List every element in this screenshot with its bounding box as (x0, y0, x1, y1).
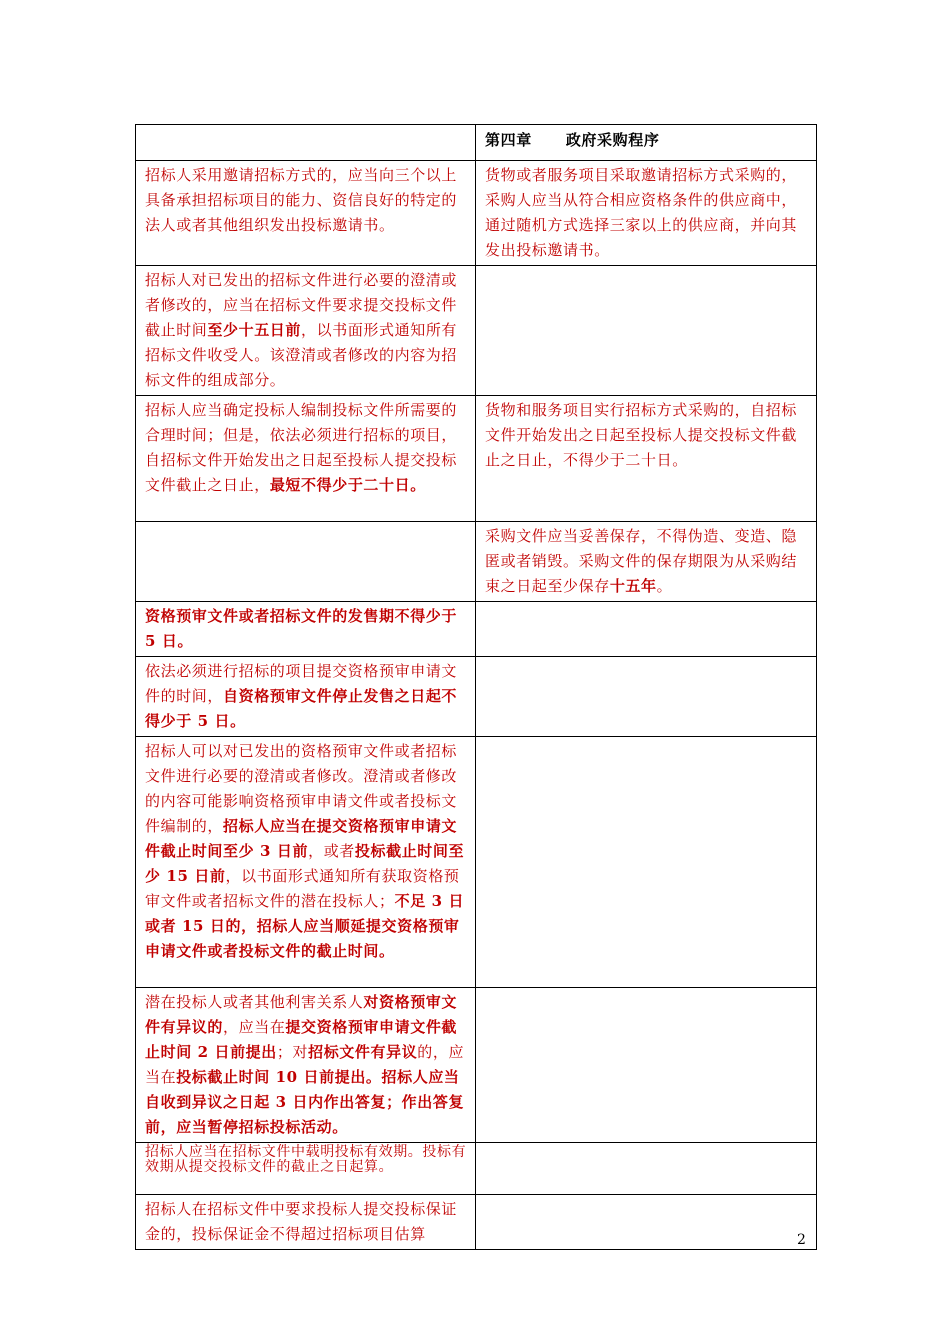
cell-text: 招标人应当在招标文件中载明投标有效期。投标有效期从提交投标文件的截止之日起算。 (145, 1144, 467, 1175)
table-row (136, 988, 817, 1143)
cell-text: ；对 (276, 1043, 309, 1061)
emphasis-text: 十五年 (609, 577, 657, 595)
cell-text: 招标人对已发出的招标文件进行必要的澄清或者修改的，应当在招标文件要求提交投标文件截止时间 (145, 271, 458, 339)
cell-text: 招标人可以对已发出的资格预审文件或者招标文件进行必要的澄清或者修改。澄清或者修改的内容可能影响资格预审申请文件或者投标文件编制的， (145, 742, 458, 835)
cell-text: 的，应当在 (145, 1043, 465, 1086)
left-cell (136, 266, 476, 396)
cell-text: 依法必须进行招标的项目提交资格预审申请文件的时间， (145, 662, 458, 705)
left-cell (136, 161, 476, 266)
table-row (136, 1143, 817, 1195)
table-row (136, 522, 817, 602)
cell-text: 潜在投标人或者其他利害关系人 (145, 993, 364, 1011)
header-left-cell (136, 125, 476, 161)
comparison-table (135, 124, 817, 1250)
emphasis-text: 自资格预审文件停止发售之日起不得少于 5 日。 (145, 687, 458, 730)
left-cell (136, 657, 476, 737)
right-cell (476, 657, 817, 737)
table-row (136, 737, 817, 988)
emphasis-text: 招标人应当在提交资格预审申请文件截止时间至少 3 日前 (145, 817, 458, 860)
cell-text: 招标人应当确定投标人编制投标文件所需要的合理时间；但是，依法必须进行招标的项目，自招标文件开始发出之日起至投标人提交投标文件截止之日止， (145, 401, 458, 494)
cell-text: 。 (656, 577, 673, 595)
right-cell (476, 988, 817, 1143)
right-cell (476, 522, 817, 602)
cell-text: 采购文件应当妥善保存，不得伪造、变造、隐匿或者销毁。采购文件的保存期限为从采购结束之日起至少保存 (485, 527, 798, 595)
right-cell (476, 737, 817, 988)
chapter-label: 第四章 (485, 131, 532, 149)
emphasis-text: 资格预审文件或者招标文件的发售期不得少于 5 日。 (145, 607, 458, 650)
cell-text: 招标人在招标文件中要求投标人提交投标保证金的，投标保证金不得超过招标项目估算 (145, 1200, 458, 1243)
left-cell (136, 988, 476, 1143)
table-row (136, 161, 817, 266)
left-cell (136, 1143, 476, 1195)
right-cell (476, 161, 817, 266)
right-cell (476, 396, 817, 522)
left-cell (136, 1195, 476, 1250)
right-cell (476, 1195, 817, 1250)
left-cell (136, 602, 476, 657)
table-header-row (136, 125, 817, 161)
emphasis-text: 投标截止时间 10 日前提出。招标人应当自收到异议之日起 3 日内作出答复；作出答复前，应当暂停招标投标活动。 (145, 1068, 465, 1136)
table-row (136, 1195, 817, 1250)
cell-text: 招标人采用邀请招标方式的，应当向三个以上具备承担招标项目的能力、资信良好的特定的法人或者其他组织发出投标邀请书。 (145, 166, 458, 234)
emphasis-text: 投标截止时间至少 15 日前 (145, 842, 465, 885)
right-cell (476, 1143, 817, 1195)
chapter-title: 政府采购程序 (565, 131, 660, 149)
emphasis-text: 至少十五日前 (207, 321, 302, 339)
table-row (136, 266, 817, 396)
right-cell (476, 266, 817, 396)
cell-text: 货物和服务项目实行招标方式采购的，自招标文件开始发出之日起至投标人提交投标文件截止之日止，不得少于二十日。 (485, 401, 798, 469)
emphasis-text: 不足 3 日或者 15 日的，招标人应当顺延提交资格预审申请文件或者投标文件的截止时间。 (145, 892, 465, 960)
table-row (136, 396, 817, 522)
emphasis-text: 对资格预审文件有异议的 (145, 993, 458, 1036)
left-cell (136, 522, 476, 602)
right-cell (476, 602, 817, 657)
emphasis-text: 提交资格预审申请文件截止时间 2 日前提出 (145, 1018, 458, 1061)
table-row (136, 657, 817, 737)
left-cell (136, 737, 476, 988)
page-number: 2 (797, 1232, 806, 1248)
header-right-cell (476, 125, 817, 161)
cell-text: ，以书面形式通知所有获取资格预审文件或者招标文件的潜在投标人； (145, 867, 460, 910)
cell-text: ，以书面形式通知所有招标文件收受人。该澄清或者修改的内容为招标文件的组成部分。 (145, 321, 458, 389)
emphasis-text: 招标文件有异议 (308, 1043, 418, 1061)
emphasis-text: 最短不得少于二十日。 (269, 476, 426, 494)
cell-text: ，或者 (308, 842, 355, 860)
left-cell (136, 396, 476, 522)
cell-text: ，应当在 (223, 1018, 286, 1036)
table-row (136, 602, 817, 657)
cell-text: 货物或者服务项目采取邀请招标方式采购的，采购人应当从符合相应资格条件的供应商中，通过随机方式选择三家以上的供应商，并向其发出投标邀请书。 (485, 166, 798, 259)
